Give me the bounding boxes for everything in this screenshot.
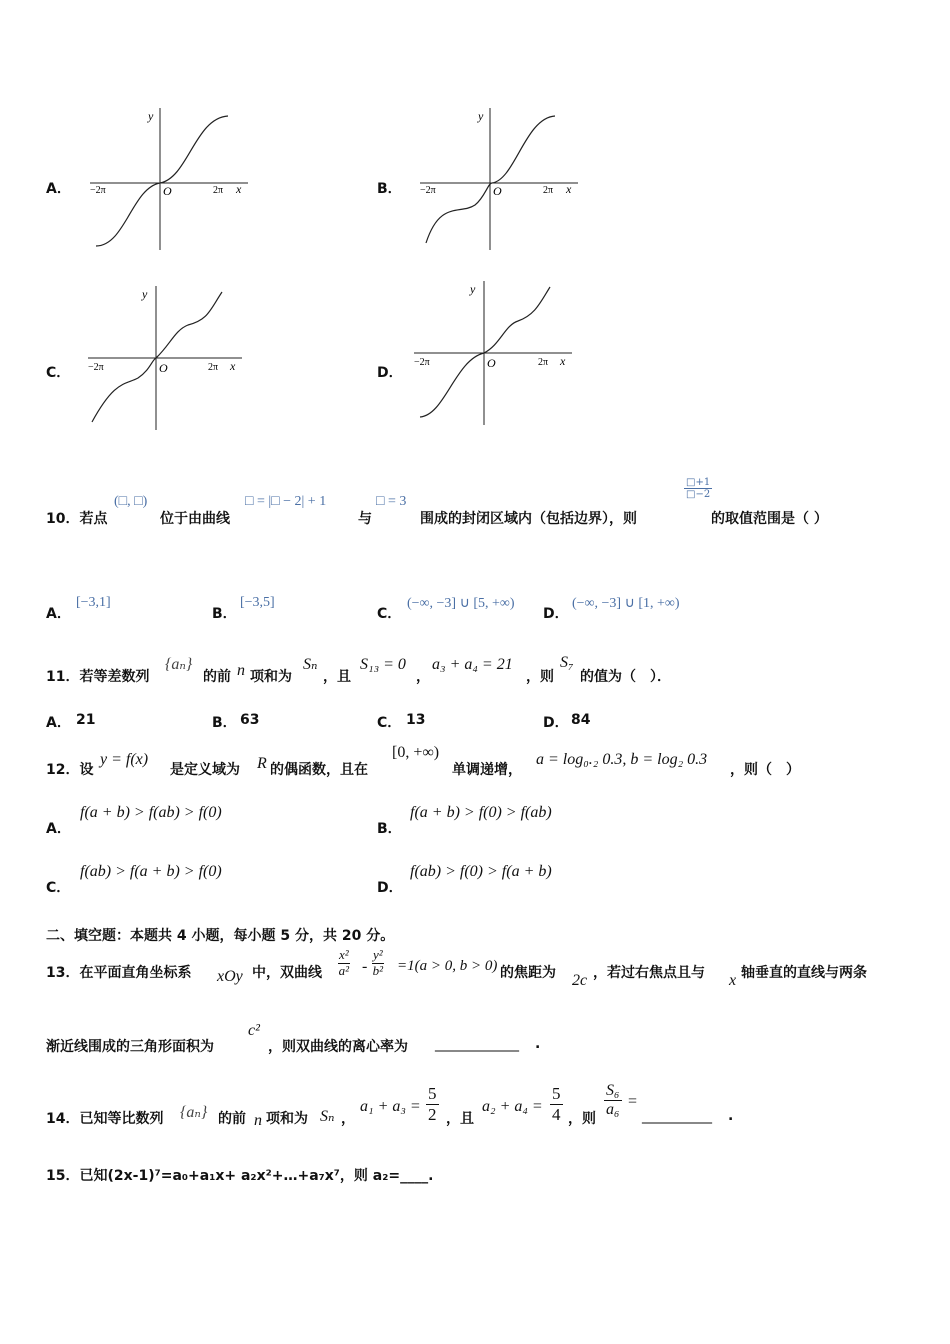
q10-frac-den: □−2 xyxy=(686,489,711,500)
q14-sn: Sₙ xyxy=(320,1108,335,1125)
svg-text:x: x xyxy=(230,359,236,373)
q9-option-c-label: C． xyxy=(46,365,71,381)
svg-text:−2π: −2π xyxy=(414,357,430,368)
q15-text: 15．已知(2x-1)⁷=a₀+a₁x+ a₂x²+…+a₇x⁷，则 a₂=____. xyxy=(46,1168,434,1184)
q13-text-2: 的焦距为 xyxy=(500,965,556,981)
q10-point: (□, □) xyxy=(114,494,148,509)
q11-cond-2: a₃ + a₄ = 21 xyxy=(432,656,513,673)
axis-y-label: y xyxy=(148,109,154,123)
q14-comma: ， xyxy=(341,1111,355,1127)
q13-frac-x: x² a² xyxy=(338,947,350,978)
q11-text-2: 项和为 xyxy=(250,669,292,685)
svg-text:O: O xyxy=(493,184,502,198)
q12-option-a-label: A． xyxy=(46,821,71,837)
curve-a xyxy=(96,116,228,246)
q14-n: n xyxy=(254,1112,262,1129)
q9-option-a-label: A． xyxy=(46,181,71,197)
q11-option-a-value: 21 xyxy=(76,712,96,728)
q12-text-2: 的偶函数，且在 xyxy=(270,762,368,778)
q11-cond-1: S₁₃ = 0 xyxy=(360,656,406,673)
q11-option-c-label: C． xyxy=(377,715,402,731)
q12-interval: [0, +∞) xyxy=(392,744,440,761)
q11-seq: {aₙ} xyxy=(165,656,193,673)
q9-graph-b xyxy=(400,100,590,255)
q13-text-4: 轴垂直的直线与两条 xyxy=(741,965,867,981)
q11-text-4: ，则 xyxy=(526,669,554,685)
q10-fraction xyxy=(684,477,712,500)
q11-comma: ， xyxy=(416,669,430,685)
svg-text:2π: 2π xyxy=(208,362,219,373)
q13-xoy: xOy xyxy=(217,968,243,985)
q11-option-b-label: B． xyxy=(212,715,237,731)
axis-x-label: x xyxy=(236,182,242,196)
q9-option-b-label: B． xyxy=(377,181,402,197)
q13-text-3: ，若过右焦点且与 xyxy=(593,965,705,981)
q10-option-b-value: [−3,5] xyxy=(240,595,275,610)
q14-seq: {aₙ} xyxy=(180,1104,208,1121)
q14-frac-1: 5 2 xyxy=(428,1084,437,1124)
svg-text:y: y xyxy=(142,287,148,301)
q11-s7: S₇ xyxy=(560,654,574,671)
q14-frac-2: 5 4 xyxy=(552,1084,561,1124)
q14-frac-s6-a6: S₆ a₆ xyxy=(606,1082,620,1119)
curve-c xyxy=(92,292,222,422)
q13-number: 13．在平面直角坐标系 xyxy=(46,965,192,981)
q10-text-3: 围成的封闭区域内（包括边界），则 xyxy=(420,511,637,527)
svg-text:−2π: −2π xyxy=(88,362,104,373)
q10-curve-1: □ = |□ − 2| + 1 xyxy=(245,494,327,509)
q10-option-a-label: A． xyxy=(46,606,71,622)
q14-answer-blank[interactable]: __________ xyxy=(642,1108,712,1124)
q11-option-c-value: 13 xyxy=(406,712,426,728)
origin-label: O xyxy=(163,184,172,198)
svg-text:O: O xyxy=(487,356,496,370)
q14-text-1: 的前 xyxy=(218,1111,246,1127)
q9-graph-a xyxy=(70,100,260,255)
q11-option-a-label: A． xyxy=(46,715,71,731)
q12-text-4: ，则（ ） xyxy=(730,762,800,778)
q13-answer-blank[interactable]: ____________ xyxy=(435,1036,519,1052)
tick-right: 2π xyxy=(213,185,224,196)
q13-c2: c² xyxy=(248,1022,260,1039)
q13-2c: 2c xyxy=(572,972,588,989)
svg-text:x: x xyxy=(566,182,572,196)
svg-text:2π: 2π xyxy=(538,357,549,368)
q9-graph-c xyxy=(70,280,260,435)
q14-lhs-1: a₁ + a₃ = xyxy=(360,1098,421,1115)
q10-option-b-label: B． xyxy=(212,606,237,622)
svg-text:−2π: −2π xyxy=(420,185,436,196)
q12-ab: a = log₀.₂ 0.3, b = log₂ 0.3 xyxy=(536,751,708,768)
q13-line-2: 渐近线围成的三角形面积为 xyxy=(46,1039,214,1055)
q14-text-4: ，则 xyxy=(568,1111,596,1127)
q11-sn: Sₙ xyxy=(303,656,318,673)
q9-graph-d xyxy=(400,275,590,430)
q10-option-d-value: (−∞, −3] ∪ [1, +∞) xyxy=(572,596,680,611)
q11-n: n xyxy=(237,662,245,679)
q10-curve-2: □ = 3 xyxy=(376,494,407,509)
q10-text-2: 与 xyxy=(358,511,372,527)
q10-option-d-label: D． xyxy=(543,606,569,622)
q14-text-3: ，且 xyxy=(446,1111,474,1127)
svg-text:y: y xyxy=(478,109,484,123)
svg-text:x: x xyxy=(560,354,566,368)
q14-lhs-2: a₂ + a₄ = xyxy=(482,1098,543,1115)
svg-text:O: O xyxy=(159,361,168,375)
q10-frac-num: □+1 xyxy=(686,477,711,488)
svg-text:y: y xyxy=(470,282,476,296)
q13-minus: - xyxy=(362,958,368,975)
q12-option-c-label: C． xyxy=(46,880,71,896)
tick-left: −2π xyxy=(90,185,106,196)
q13-frac-y: y² b² xyxy=(372,947,384,978)
q10-option-c-value: (−∞, −3] ∪ [5, +∞) xyxy=(407,596,515,611)
q12-option-c-value: f(ab) > f(a + b) > f(0) xyxy=(80,863,222,880)
q12-option-b-label: B． xyxy=(377,821,402,837)
q14-text-2: 项和为 xyxy=(266,1111,308,1127)
q11-option-d-value: 84 xyxy=(571,712,591,728)
q10-text-4: 的取值范围是（ ） xyxy=(711,511,828,527)
q11-number: 11．若等差数列 xyxy=(46,669,150,685)
curve-d xyxy=(420,287,550,417)
svg-text:2π: 2π xyxy=(543,185,554,196)
q9-option-d-label: D． xyxy=(377,365,403,381)
q10-text-1: 位于由曲线 xyxy=(160,511,230,527)
q12-text-3: 单调递增， xyxy=(452,762,522,778)
q11-text-5: 的值为（ ）． xyxy=(580,669,671,685)
q13-period: . xyxy=(535,1036,541,1052)
q11-option-d-label: D． xyxy=(543,715,569,731)
q12-option-b-value: f(a + b) > f(0) > f(ab) xyxy=(410,804,552,821)
q14-eq: = xyxy=(628,1093,638,1110)
q13-text-5: ，则双曲线的离心率为 xyxy=(268,1039,408,1055)
q10-number: 10．若点 xyxy=(46,511,108,527)
q10-option-c-label: C． xyxy=(377,606,402,622)
q11-option-b-value: 63 xyxy=(240,712,260,728)
section-2-heading: 二、填空题：本题共 4 小题，每小题 5 分，共 20 分。 xyxy=(46,928,395,944)
q12-R: R xyxy=(257,755,267,772)
q11-text-3: ，且 xyxy=(323,669,351,685)
q12-func: y = f(x) xyxy=(100,751,149,768)
q13-eq: =1(a > 0, b > 0) xyxy=(397,958,498,974)
q12-text-1: 是定义域为 xyxy=(170,762,240,778)
q14-number: 14．已知等比数列 xyxy=(46,1111,164,1127)
q11-text-1: 的前 xyxy=(203,669,231,685)
q10-option-a-value: [−3,1] xyxy=(76,595,111,610)
q13-x: x xyxy=(729,972,737,989)
q13-text-1: 中，双曲线 xyxy=(252,965,322,981)
q14-period: . xyxy=(728,1108,734,1124)
q12-option-a-value: f(a + b) > f(ab) > f(0) xyxy=(80,804,222,821)
q12-number: 12．设 xyxy=(46,762,94,778)
q12-option-d-value: f(ab) > f(0) > f(a + b) xyxy=(410,863,552,880)
q12-option-d-label: D． xyxy=(377,880,403,896)
